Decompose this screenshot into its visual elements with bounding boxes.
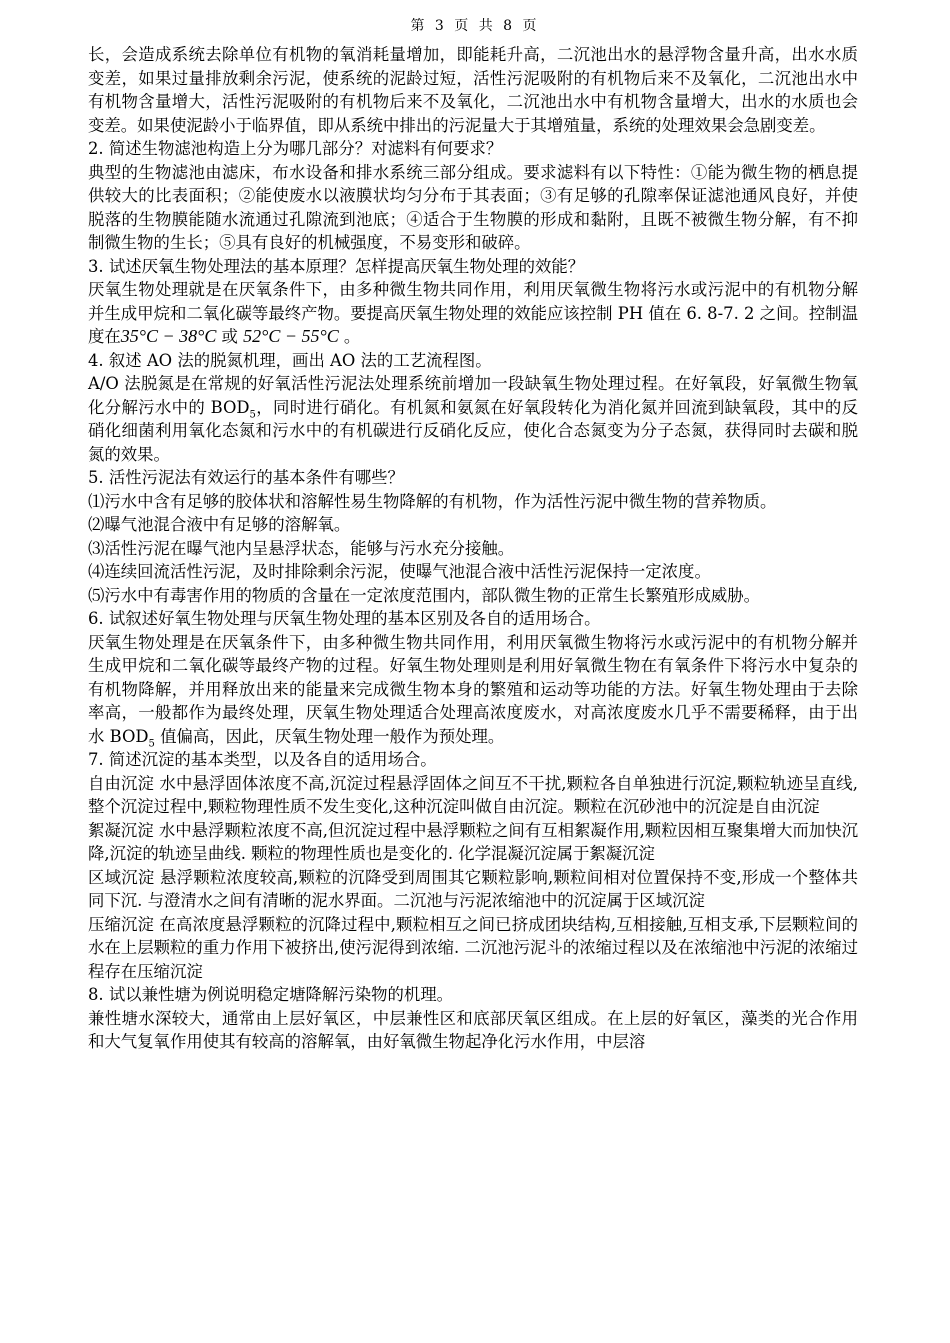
settling-type-compression: 压缩沉淀 在高浓度悬浮颗粒的沉降过程中,颗粒相互之间已挤成团块结构,互相接触,互相支承,下层颗粒间的水在上层颗粒的重力作用下被挤出,使污泥得到浓缩. 二沉池污泥斗的浓缩过程以及在浓缩池中污泥的浓缩过程存在压缩沉淀 [88, 914, 858, 981]
question-2-title: 2. 简述生物滤池构造上分为哪几部分？对滤料有何要求？ [88, 139, 503, 158]
q3-answer-text: 厌氧生物处理就是在厌氧条件下，由多种微生物共同作用，利用厌氧微生物将污水或污泥中的有机物分解并生成甲烷和二氧化碳等最终产物。要提高厌氧生物处理的效能应该控制 PH 值在 6. 8-7. 2 之间。控制温度在 [88, 280, 858, 346]
bod-subscript: 5 [148, 737, 155, 749]
question-2-answer: 典型的生物滤池由滤床，布水设备和排水系统三部分组成。要求滤料有以下特性：①能为微生物的栖息提供较大的比表面积；②能使废水以液膜状均匀分布于其表面；③有足够的孔隙率保证滤池通风良好，并使脱落的生物膜能随水流通过孔隙流到池底；④适合于生物膜的形成和黏附，且既不被微生物分解，有不抑制微生物的生长；⑤具有良好的机械强度，不易变形和破碎。 [88, 162, 858, 252]
q5-item-4: ⑷连续回流活性污泥，及时排除剩余污泥，使曝气池混合液中活性污泥保持一定浓度。 [88, 562, 711, 581]
q3-connector: 或 [216, 327, 244, 346]
settling-type-flocculent: 絮凝沉淀 水中悬浮颗粒浓度不高,但沉淀过程中悬浮颗粒之间有互相絮凝作用,颗粒因相互聚集增大而加快沉降,沉淀的轨迹呈曲线. 颗粒的物理性质也是变化的. 化学混凝沉淀属于絮凝沉淀 [88, 820, 858, 863]
q5-item-1: ⑴污水中含有足够的胶体状和溶解性易生物降解的有机物，作为活性污泥中微生物的营养物质。 [88, 491, 777, 511]
question-5-title: 5. 活性污泥法有效运行的基本条件有哪些？ [88, 468, 404, 487]
settling-type-free: 自由沉淀 水中悬浮固体浓度不高,沉淀过程悬浮固体之间互不干扰,颗粒各自单独进行沉淀,颗粒轨迹呈直线,整个沉淀过程中,颗粒物理性质不发生变化,这种沉淀叫做自由沉淀。颗粒在沉砂池中的沉淀是自由沉淀 [88, 773, 858, 816]
question-3-title: 3. 试述厌氧生物处理法的基本原理？怎样提高厌氧生物处理的效能？ [88, 256, 585, 276]
temperature-range-2: 52°C − 55°C [243, 326, 339, 346]
question-4-answer [88, 372, 858, 466]
q4-answer-part1: A/O 法脱氮是在常规的好氧活性污泥法处理系统前增加一段缺氧生物处理过程。在好氧段，好氧微生物氧化分解污水中的 BOD [88, 374, 858, 417]
settling-type-zone: 区域沉淀 悬浮颗粒浓度较高,颗粒的沉降受到周围其它颗粒影响,颗粒间相对位置保持不变,形成一个整体共同下沉. 与澄清水之间有清晰的泥水界面。二沉池与污泥浓缩池中的沉淀属于区域沉淀 [88, 867, 858, 910]
q4-answer-part2: ，同时进行硝化。有机氮和氨氮在好氧段转化为消化氮并回流到缺氧段，其中的反硝化细菌利用氧化态氮和污水中的有机碳进行反硝化反应，使化合态氮变为分子态氮，获得同时去碳和脱氮的效果。 [88, 397, 858, 464]
question-6-title: 6. 试叙述好氧生物处理与厌氧生物处理的基本区别及各自的适用场合。 [88, 609, 601, 628]
q6-answer-part1: 厌氧生物处理是在厌氧条件下，由多种微生物共同作用，利用厌氧微生物将污水或污泥中的有机物分解并生成甲烷和二氧化碳等最终产物的过程。好氧生物处理则是利用好氧微生物在有氧条件下将污水中复杂的有机物降解，并用释放出来的能量来完成微生物本身的繁殖和运动等功能的方法。好氧生物处理由于去除率高，一般都作为最终处理，厌氧生物处理适合处理高浓度废水，对高浓度废水几乎不需要稀释，由于出水 BOD [88, 632, 858, 746]
q3-end: 。 [338, 327, 361, 346]
document-body [88, 43, 858, 1054]
question-8-title: 8. 试以兼性塘为例说明稳定塘降解污染物的机理。 [88, 985, 454, 1004]
bod-subscript: 5 [249, 408, 256, 420]
q5-item-5: ⑸污水中有毒害作用的物质的含量在一定浓度范围内，部队微生物的正常生长繁殖形成威胁。 [88, 585, 761, 605]
page-indicator: 第 3 页 共 8 页 [410, 18, 540, 34]
question-3-answer [88, 278, 858, 349]
q5-item-3: ⑶活性污泥在曝气池内呈悬浮状态，能够与污水充分接触。 [88, 538, 515, 558]
q5-item-2: ⑵曝气池混合液中有足够的溶解氧。 [88, 515, 351, 534]
question-8-answer: 兼性塘水深较大，通常由上层好氧区，中层兼性区和底部厌氧区组成。在上层的好氧区，藻类的光合作用和大气复氧作用使其有较高的溶解氧，由好氧微生物起净化污水作用，中层溶 [88, 1008, 858, 1051]
question-7-title: 7. 简述沉淀的基本类型，以及各自的适用场合。 [88, 750, 437, 769]
q6-answer-part2: 值偏高，因此，厌氧生物处理一般作为预处理。 [154, 726, 505, 746]
temperature-range-1: 35°C − 38°C [120, 326, 217, 346]
paragraph-sludge-age: 长，会造成系统去除单位有机物的氧消耗量增加，即能耗升高，二沉池出水的悬浮物含量升高，出水水质变差，如果过量排放剩余污泥，使系统的泥龄过短，活性污泥吸附的有机物后来不及氧化，二沉池出水中有机物含量增大，活性污泥吸附的有机物后来不及氧化，二沉池出水中有机物含量增大，出水的水质也会变差。如果使泥龄小于临界值，即从系统中排出的污泥量大于其增殖量，系统的处理效果会急剧变差。 [88, 45, 858, 135]
question-6-answer [88, 631, 858, 749]
question-4-title: 4. 叙述 AO 法的脱氮机理，画出 AO 法的工艺流程图。 [88, 350, 492, 370]
